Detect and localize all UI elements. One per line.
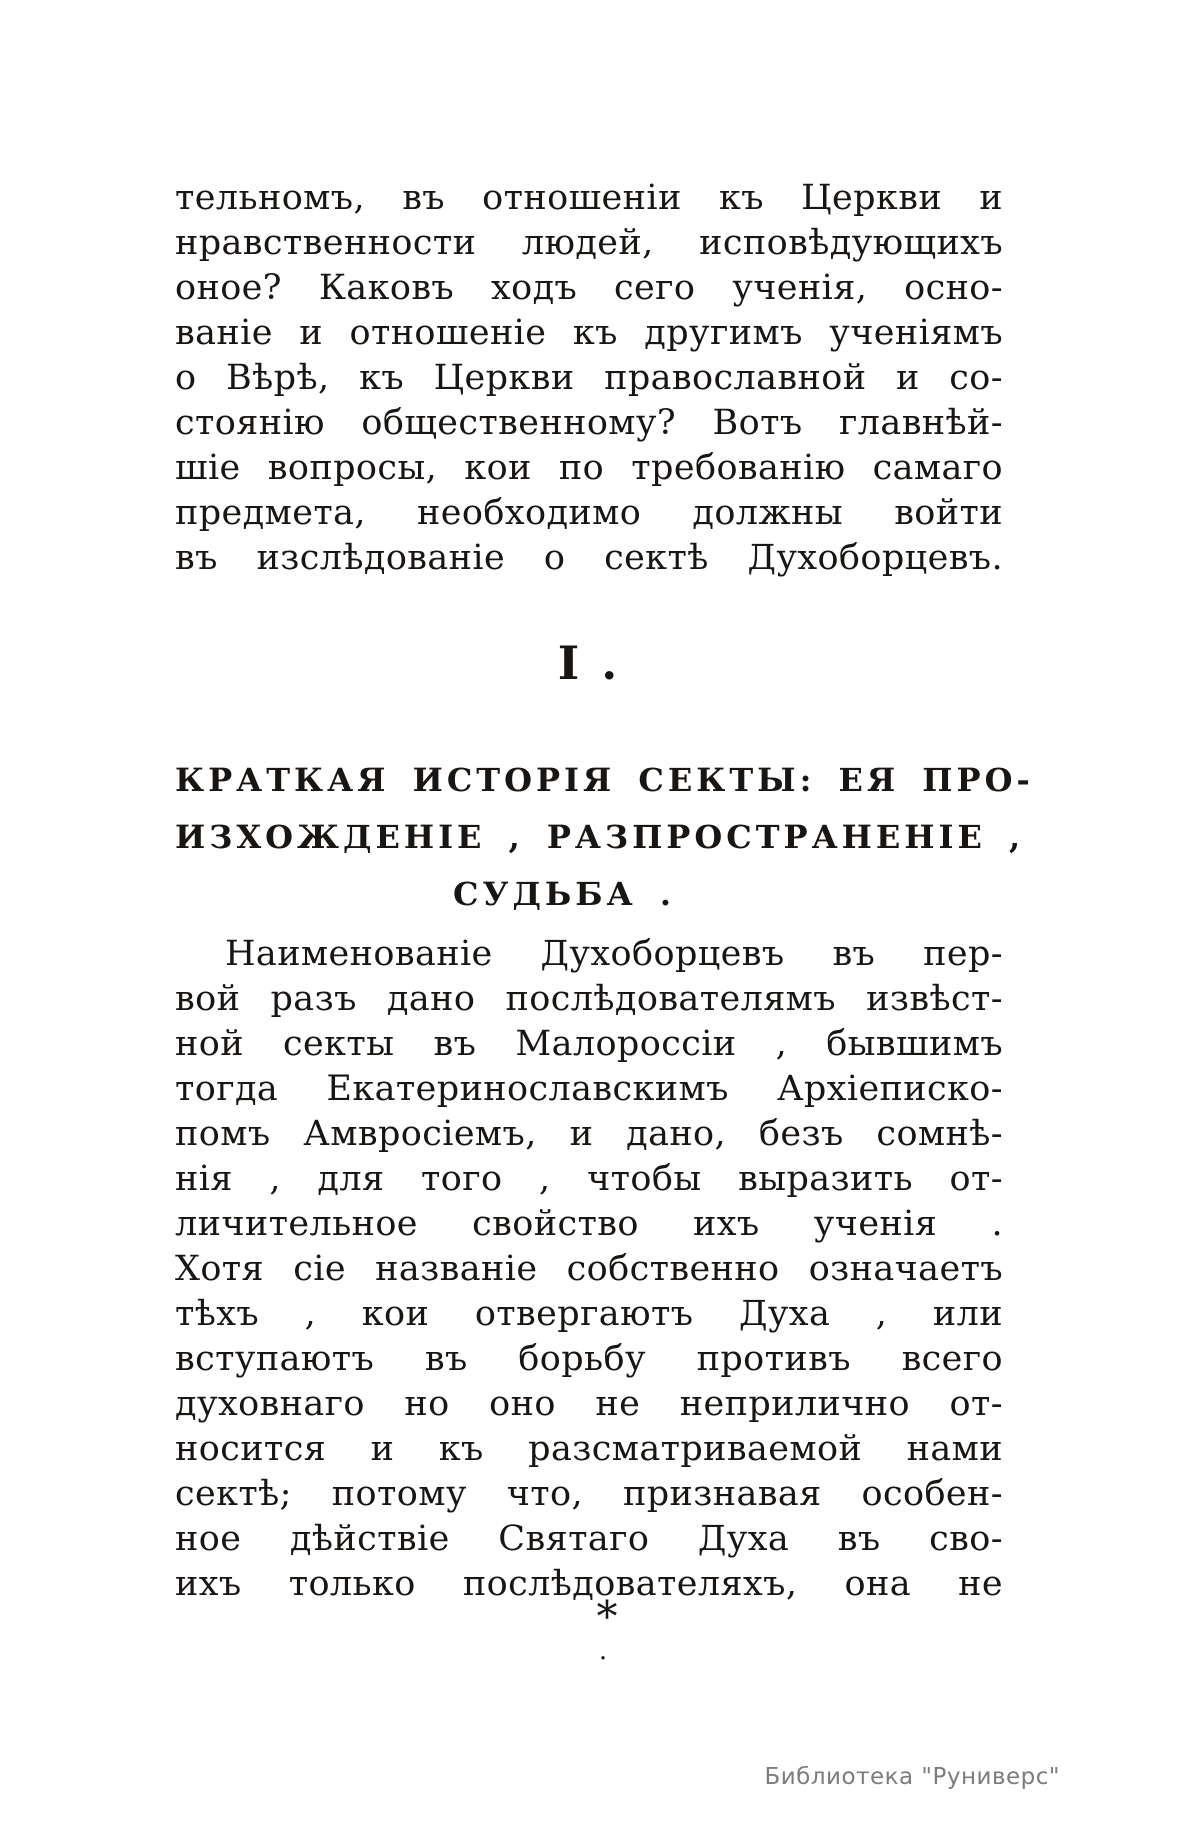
text-line: нравственности людей, исповѣдующихъ <box>175 223 1003 263</box>
text-line: КРАТКАЯ ИСТОРІЯ СЕКТЫ: ЕЯ ПРО- <box>175 761 1034 799</box>
text-line: шіе вопросы, кои по требованію самаго <box>175 448 1003 488</box>
text-line: ихъ только послѣдователяхъ, она не <box>175 1564 1003 1604</box>
footer-library-credit: Библиотека "Руниверс" <box>764 1764 1060 1790</box>
text-line: въ изслѣдованіе о сектѣ Духоборцевъ. <box>175 538 1003 578</box>
text-line: тельномъ, въ отношеніи къ Церкви и <box>175 178 1003 218</box>
text-line: ИЗХОЖДЕНІЕ , РАЗПРОСТРАНЕНІЕ , <box>175 818 1025 856</box>
section-heading-centered-line: СУДЬБА . <box>453 875 675 913</box>
text-line: тѣхъ , кои отвергаютъ Духа , или <box>175 1294 1003 1334</box>
text-line: вступаютъ въ борьбу противъ всего <box>175 1339 1003 1379</box>
text-line: ваніе и отношеніе къ другимъ ученіямъ <box>175 313 1003 353</box>
text-line: о Вѣрѣ, къ Церкви православной и со- <box>175 358 1003 398</box>
text-line: личительное свойство ихъ ученія . <box>175 1204 1003 1244</box>
text-block <box>175 0 1034 1829</box>
text-line: помъ Амвросіемъ, и дано, безъ сомнѣ- <box>175 1114 1003 1154</box>
text-line: ной секты въ Малороссіи , бывшимъ <box>175 1024 1003 1064</box>
text-line: духовнаго но оно не неприлично от- <box>175 1384 1003 1424</box>
text-line: Наименованіе Духоборцевъ въ пер- <box>225 934 1003 974</box>
text-line: ное дѣйствіе Святаго Духа въ сво- <box>175 1519 1003 1559</box>
intro-paragraph <box>175 176 1003 581</box>
footnote-asterisk: * <box>596 1592 618 1641</box>
body-paragraph <box>175 932 1003 1607</box>
text-line: тогда Екатеринославскимъ Архіеписко- <box>175 1069 1003 1109</box>
text-line: нія , для того , чтобы выразить от- <box>175 1159 1003 1199</box>
text-line: предмета, необходимо должны войти <box>175 493 1003 533</box>
section-heading-justified-lines <box>175 752 1034 866</box>
text-line: сектѣ; потому что, признавая особен- <box>175 1474 1003 1514</box>
footnote-dot: . <box>598 1636 608 1666</box>
section-heading <box>175 752 1034 923</box>
text-line: вой разъ дано послѣдователямъ извѣст- <box>175 979 1003 1019</box>
text-line: оное? Каковъ ходъ сего ученія, осно- <box>175 268 1003 308</box>
text-line: Хотя сіе названіе собственно означаетъ <box>175 1249 1003 1289</box>
text-line: носится и къ разсматриваемой нами <box>175 1429 1003 1469</box>
text-line: стоянію общественному? Вотъ главнѣй- <box>175 403 1003 443</box>
section-number: I . <box>557 636 621 690</box>
